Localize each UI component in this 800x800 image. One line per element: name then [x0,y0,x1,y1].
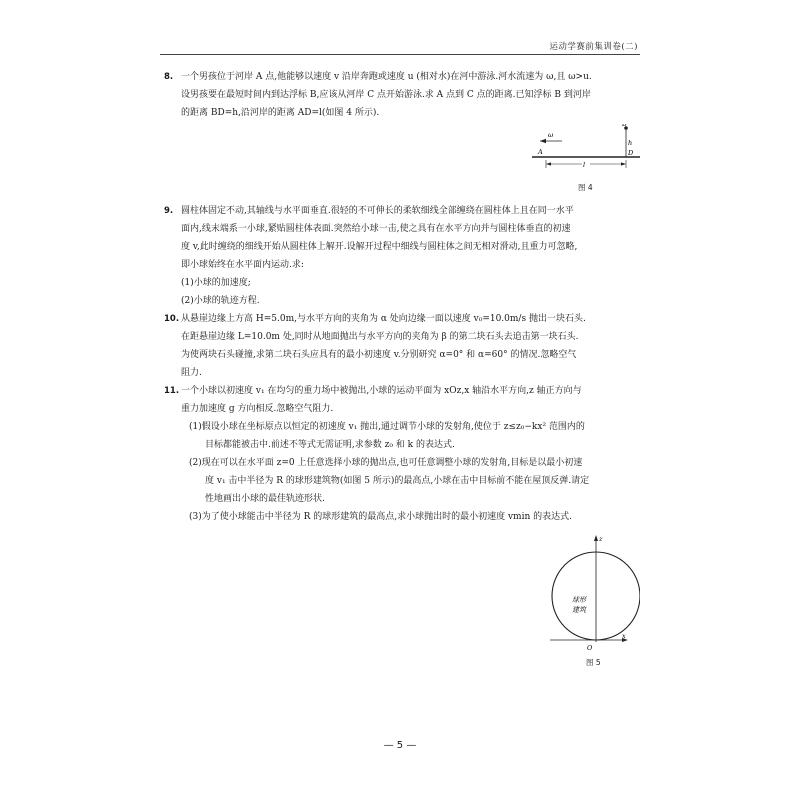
problem-text-line: 度 v,此时缠绕的细线开始从圆柱体上解开.设解开过程中细线与圆柱体之间无相对滑动,且重力可忽略, [181,242,578,252]
sub-question-1-cont: 目标都能被击中.前述不等式无需证明,求参数 z₀ 和 k 的表达式. [205,440,455,450]
figure-5-caption: 图 5 [586,658,601,667]
problem-text-line: 一个男孩位于河岸 A 点,他能够以速度 v 沿岸奔跑或速度 u (相对水)在河中游泳.河水流速为 ω,且 ω>u. [181,72,592,82]
problem-10 [164,310,640,382]
problem-text-line: 从悬崖边缘上方高 H=5.0m,与水平方向的夹角为 α 处向边缘一面以速度 v₀=10.0m/s 抛出一块石头. [181,314,586,324]
problem-text-line: 在距悬崖边缘 L=10.0m 处,同时从地面抛出与水平方向的夹角为 β 的第二块石头去追击第一块石头. [181,332,579,342]
problem-number: 8. [164,72,174,82]
problem-number: 9. [164,206,174,216]
sub-question-1: (1)假设小球在坐标原点以恒定的初速度 v₁ 抛出,通过调节小球的发射角,使位于 z≤z₀−kx² 范围内的 [189,422,585,432]
problem-number: 11. [164,386,180,396]
label-B: B [622,124,627,128]
problem-11 [164,382,640,526]
sub-question-2-cont: 度 v₁ 击中半径为 R 的球形建筑物(如图 5 所示)的最高点,小球在击中目标前不能在屋顶反弹.请定 [205,476,590,486]
problem-text-line: 为使两块石头碰撞,求第二块石头应具有的最小初速度 v.分别研究 α=0° 和 α=60° 的情况.忽略空气 [181,350,577,360]
label-x: x [622,632,626,640]
sub-question-3: (3)为了使小球能击中半径为 R 的球形建筑的最高点,求小球抛出时的最小初速度 vmin 的表达式. [189,512,572,522]
building-label: 球形 [572,596,586,604]
problem-text-line: 面内,线末端系一小球,紧贴圆柱体表面.突然给小球一击,使之具有在水平方向并与圆柱体垂直的初速 [181,224,571,234]
problem-8 [164,68,640,122]
problem-text-line: 即小球始终在水平面内运动.求: [181,260,304,270]
sub-question-2-cont: 性地画出小球的最佳轨迹形状. [205,494,325,504]
label-D: D [628,149,634,157]
problem-text-line: 设男孩要在最短时间内到达浮标 B,应该从河岸 C 点开始游泳.求 A 点到 C 点的距离.已知浮标 B 到河岸 [181,90,591,100]
figure-4-caption: 图 4 [578,183,593,192]
label-O: O [587,644,593,652]
label-l: l [583,161,586,169]
page-content [164,68,640,667]
sphere-building-diagram [164,530,640,662]
figure-4 [164,124,640,202]
river-diagram [164,124,640,202]
running-header: 运动学赛前集训卷(二) [549,42,638,52]
problem-number: 10. [164,314,180,324]
flow-arrowhead [540,139,546,143]
z-axis-arrow [594,535,598,541]
sub-question-2: (2)现在可以在水平面 z=0 上任意选择小球的抛出点,也可任意调整小球的发射角,目标是以最小初速 [189,458,583,468]
label-A: A [538,148,543,156]
figure-5 [164,530,640,667]
problem-text-line: 重力加速度 g 方向相反.忽略空气阻力. [181,404,334,414]
label-z: z [599,535,603,543]
problem-text-line: 阻力. [181,368,202,378]
sub-question: (2)小球的轨迹方程. [181,296,260,306]
problem-text-line: 的距离 BD=h,沿河岸的距离 AD=l(如图 4 所示). [181,108,380,118]
problem-text-line: 一个小球以初速度 v₁ 在均匀的重力场中被抛出,小球的运动平面为 xOz,x 轴沿水平方向,z 轴正方向与 [181,386,582,396]
sub-question: (1)小球的加速度; [181,278,251,288]
building-label: 建筑 [572,606,586,614]
label-h: h [628,139,633,147]
problem-9 [164,202,640,310]
page-number: — 5 — [383,740,417,751]
label-omega: ω [548,131,554,139]
header-rule [160,54,640,55]
problem-text-line: 圆柱体固定不动,其轴线与水平面垂直.很轻的不可伸长的柔软细线全部缠绕在圆柱体上且在同一水平 [181,206,574,216]
